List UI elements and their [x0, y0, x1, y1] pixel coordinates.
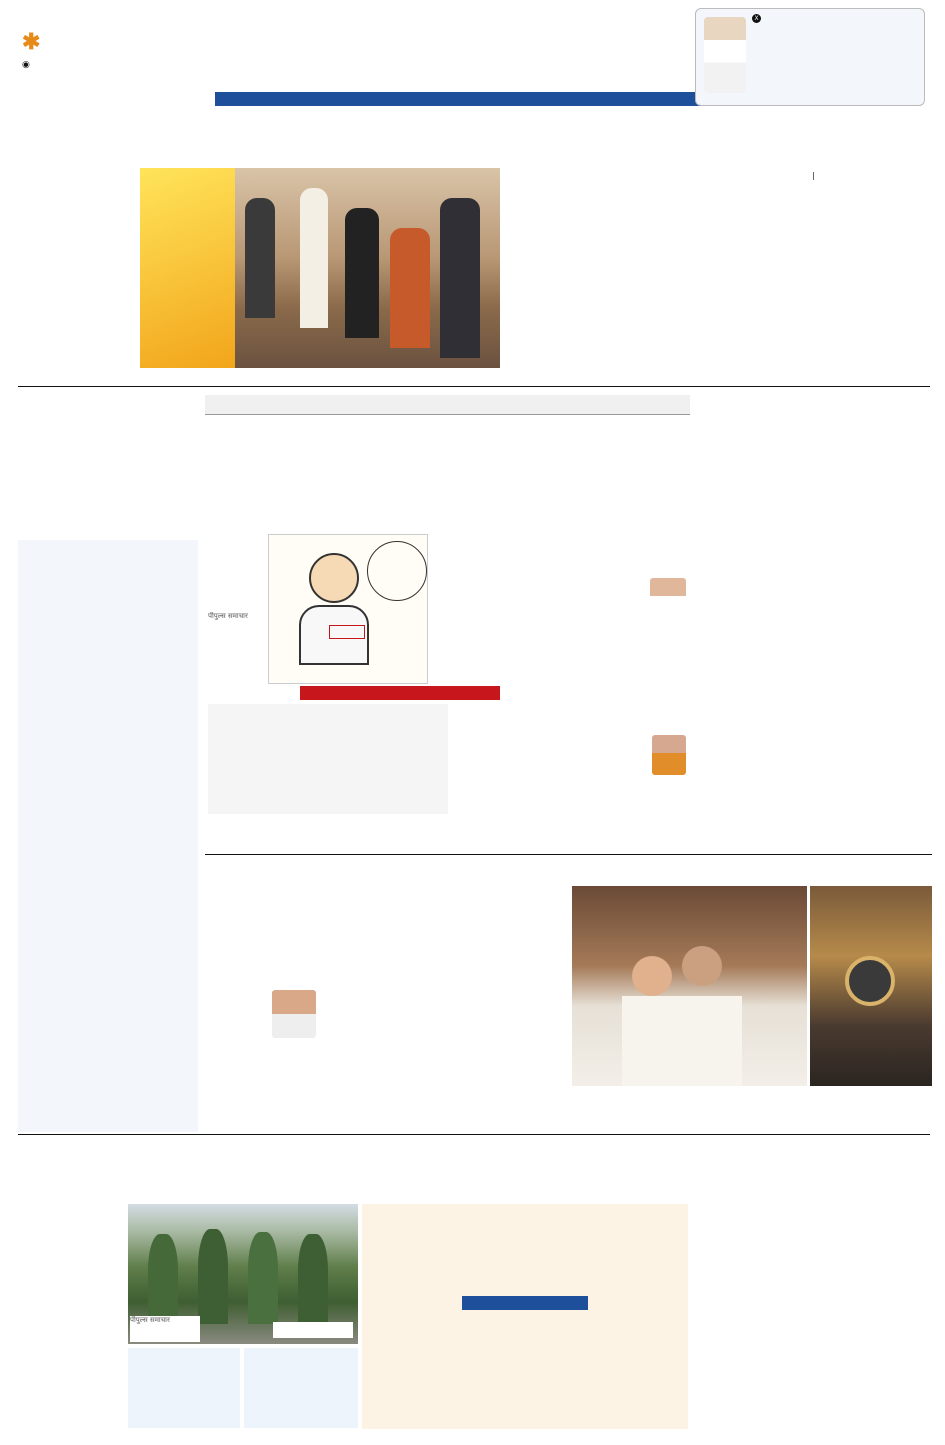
cono-body-1 — [22, 1228, 122, 1428]
engineers-body — [705, 208, 808, 380]
omkareshwar-story — [694, 1138, 695, 1139]
lead-photo — [140, 168, 500, 368]
simhastha-body-3 — [448, 910, 566, 1125]
lokpath-col4 — [605, 276, 700, 380]
section-title — [215, 30, 695, 80]
schedule-box — [18, 392, 198, 532]
jinnah-byline — [702, 1208, 814, 1230]
cono-byline — [22, 1204, 122, 1226]
devda-photo — [272, 990, 316, 1038]
district-quotes — [566, 520, 688, 855]
cartoon-bubble — [367, 541, 427, 601]
mahakal-credit — [872, 1118, 932, 1128]
mahakal-headline — [572, 860, 932, 882]
omkareshwar-body — [585, 1204, 688, 1428]
vb-headline — [695, 652, 932, 696]
vb-body-2 — [815, 700, 932, 848]
omkareshwar-headline — [585, 1142, 688, 1188]
engineers-story — [705, 158, 808, 383]
startup-story — [812, 118, 932, 383]
jinnah-body-2 — [820, 1208, 932, 1428]
devda-photo-name — [266, 1040, 322, 1050]
x-icon: X — [752, 14, 761, 23]
startup-title — [812, 118, 932, 170]
bjp-body-col2 — [430, 546, 560, 656]
vb-body-1 — [698, 724, 808, 848]
bjp-headline — [205, 420, 690, 516]
cono-col-1 — [366, 1224, 521, 1292]
masthead — [0, 0, 945, 112]
saar-box — [18, 540, 198, 1132]
cono-reasons-title — [462, 1296, 588, 1310]
simhastha-subheadline — [205, 888, 565, 904]
rss-body-2 — [815, 458, 932, 646]
rss-byline — [698, 458, 808, 480]
bjp-kicker — [205, 395, 690, 415]
mahakal-caption-2 — [692, 1090, 807, 1126]
mahakal-photo-2 — [810, 886, 932, 1086]
brand-logo: ✱ ◉ — [22, 30, 207, 90]
bjp-box-title — [300, 686, 500, 700]
engineers-title — [705, 158, 808, 208]
cono-quote-2 — [244, 1348, 358, 1428]
quote-title-2 — [566, 639, 688, 665]
lead-headline — [18, 118, 703, 148]
jinnah-subheadline — [700, 1190, 932, 1204]
bjp-body-1b — [208, 648, 262, 653]
lokpath-col2 — [605, 180, 700, 248]
bjp-special-tag: पीपुल्स समाचार — [208, 612, 248, 620]
cono-quote — [128, 1348, 240, 1428]
rss-subheadline — [695, 440, 932, 454]
cono-photo-label — [273, 1322, 353, 1338]
lead-photo-caption — [140, 368, 500, 378]
lokpath-subhead-1 — [505, 252, 599, 263]
lead-byline — [22, 170, 132, 194]
cono-special-tag: पीपुल्स समाचार — [130, 1316, 200, 1342]
scindia-photo — [704, 17, 746, 93]
bjp-body-3 — [452, 700, 560, 850]
simhastha-body-2 — [324, 910, 442, 1125]
bjp-box-body — [208, 704, 448, 814]
lokpath-col3 — [505, 265, 599, 380]
lokpath-subhead-2 — [605, 252, 700, 274]
lokpath-col1 — [505, 180, 599, 248]
mahakal-caption-1 — [572, 1090, 687, 1126]
lokpath-box — [505, 160, 700, 382]
jinnah-body-1 — [702, 1232, 814, 1428]
simhastha-byline — [208, 910, 318, 932]
cartoon-tag — [329, 625, 365, 639]
bjp-cartoon — [268, 534, 428, 684]
vb-byline — [698, 700, 808, 722]
globe-icon: ◉ — [22, 60, 30, 70]
jinnah-headline — [700, 1138, 932, 1188]
saroj-rajput-photo — [652, 735, 686, 775]
rabindra-yati-photo — [650, 578, 686, 614]
quote-title-1 — [566, 520, 688, 546]
simhastha-headline — [205, 858, 565, 888]
mahakal-photo-1 — [572, 886, 807, 1086]
rss-body-1 — [698, 482, 808, 647]
promo-box — [695, 8, 925, 106]
lead-body — [22, 196, 134, 374]
startup-body: | — [812, 170, 815, 180]
website-link[interactable] — [22, 60, 207, 70]
rss-headline — [695, 394, 932, 438]
